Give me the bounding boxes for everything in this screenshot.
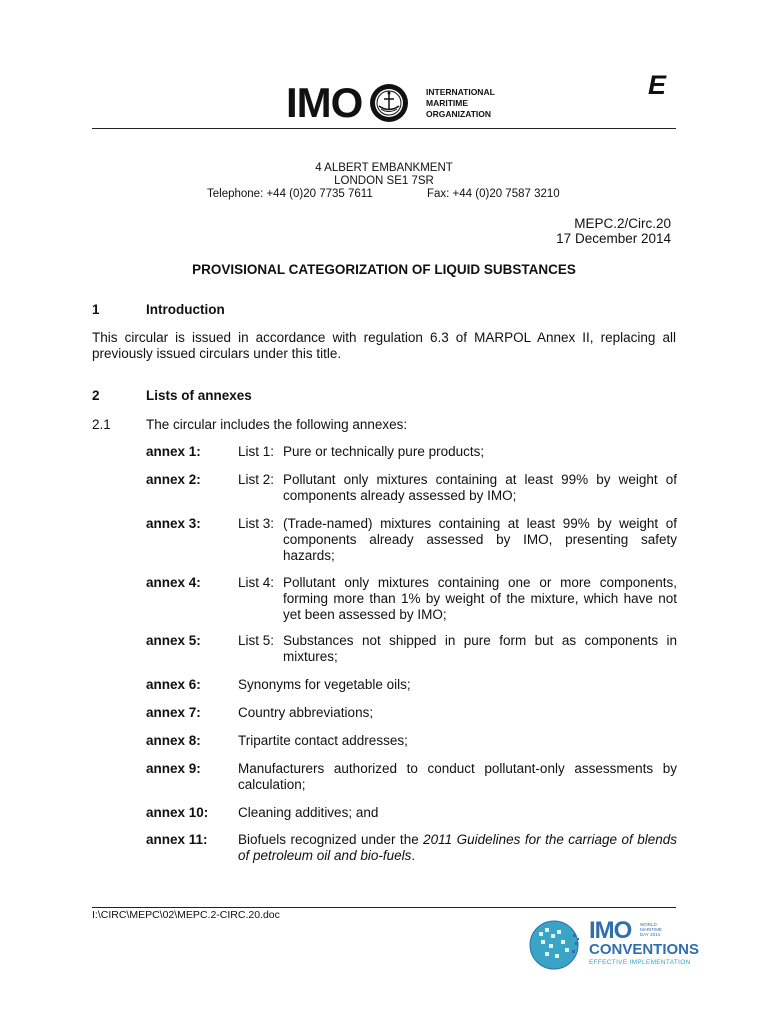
- annex-list-number: List 5:: [238, 633, 275, 648]
- document-reference: MEPC.2/Circ.20: [574, 216, 671, 231]
- annex-description: Substances not shipped in pure form but as components in mixtures;: [283, 633, 677, 664]
- header-divider: [92, 128, 676, 129]
- annex-label: annex 3:: [146, 516, 201, 531]
- document-title: PROVISIONAL CATEGORIZATION OF LIQUID SUBSTANCES: [192, 262, 576, 277]
- globe-icon: [527, 918, 581, 972]
- annex-list-number: List 3:: [238, 516, 275, 531]
- document-date: 17 December 2014: [556, 231, 671, 246]
- annex-list-number: List 1:: [238, 444, 275, 459]
- section-title: Introduction: [146, 302, 225, 317]
- language-indicator: E: [648, 70, 667, 100]
- imo-emblem-icon: [369, 83, 409, 123]
- annex-description: Tripartite contact addresses;: [238, 733, 408, 748]
- annex-description: Biofuels recognized under the 2011 Guidelines for the carriage of blends of petroleum oil and bio-fuels.: [238, 832, 677, 863]
- annex-label: annex 11:: [146, 832, 208, 847]
- annex-label: annex 9:: [146, 761, 201, 776]
- annex-description: Pure or technically pure products;: [283, 444, 485, 459]
- annex-description: Cleaning additives; and: [238, 805, 379, 820]
- section-number: 1: [92, 302, 100, 317]
- annex-description: Synonyms for vegetable oils;: [238, 677, 411, 692]
- annex-label: annex 2:: [146, 472, 201, 487]
- address-line-1: 4 ALBERT EMBANKMENT: [315, 162, 453, 174]
- annex-label: annex 8:: [146, 733, 201, 748]
- annex-label: annex 6:: [146, 677, 201, 692]
- subsection-text: The circular includes the following annexes:: [146, 417, 408, 432]
- address-line-2: LONDON SE1 7SR: [334, 175, 434, 187]
- subsection-number: 2.1: [92, 417, 111, 432]
- conventions-imo-text: IMO: [589, 917, 632, 944]
- footer-divider: [92, 907, 676, 908]
- annex-description: Pollutant only mixtures containing one or more components, forming more than 1% by weight of the mixture, which have not yet been assessed by IMO;: [283, 575, 677, 622]
- fax: Fax: +44 (0)20 7587 3210: [427, 188, 560, 200]
- annex-description: Pollutant only mixtures containing at least 99% by weight of components already assessed by IMO;: [283, 472, 677, 503]
- annex-label: annex 1:: [146, 444, 201, 459]
- imo-logo-letters: IMO: [286, 79, 363, 126]
- section-title: Lists of annexes: [146, 388, 252, 403]
- annex-description: Manufacturers authorized to conduct pollutant-only assessments by calculation;: [238, 761, 677, 792]
- telephone: Telephone: +44 (0)20 7735 7611: [207, 188, 373, 200]
- annex-label: annex 4:: [146, 575, 201, 590]
- conventions-text: CONVENTIONS: [589, 941, 700, 958]
- world-maritime-day-text: WORLD MARITIME DAY 2014: [640, 922, 662, 937]
- annex-list-number: List 4:: [238, 575, 275, 590]
- section-number: 2: [92, 388, 100, 403]
- imo-logo: [286, 79, 516, 126]
- imo-logo-text: INTERNATIONAL MARITIME ORGANIZATION: [426, 87, 495, 119]
- annex-list-number: List 2:: [238, 472, 275, 487]
- tagline-text: EFFECTIVE IMPLEMENTATION: [589, 959, 691, 966]
- annex-description: Country abbreviations;: [238, 705, 374, 720]
- annex-label: annex 10:: [146, 805, 209, 820]
- imo-conventions-logo: [527, 917, 700, 973]
- annex-label: annex 5:: [146, 633, 201, 648]
- file-path: I:\CIRC\MEPC\02\MEPC.2-CIRC.20.doc: [92, 909, 280, 921]
- section-paragraph: This circular is issued in accordance with regulation 6.3 of MARPOL Annex II, replacing all previously issued circulars under this title.: [92, 330, 676, 361]
- annex-label: annex 7:: [146, 705, 201, 720]
- annex-description: (Trade-named) mixtures containing at least 99% by weight of components already assessed by IMO, presenting safety hazards;: [283, 516, 677, 563]
